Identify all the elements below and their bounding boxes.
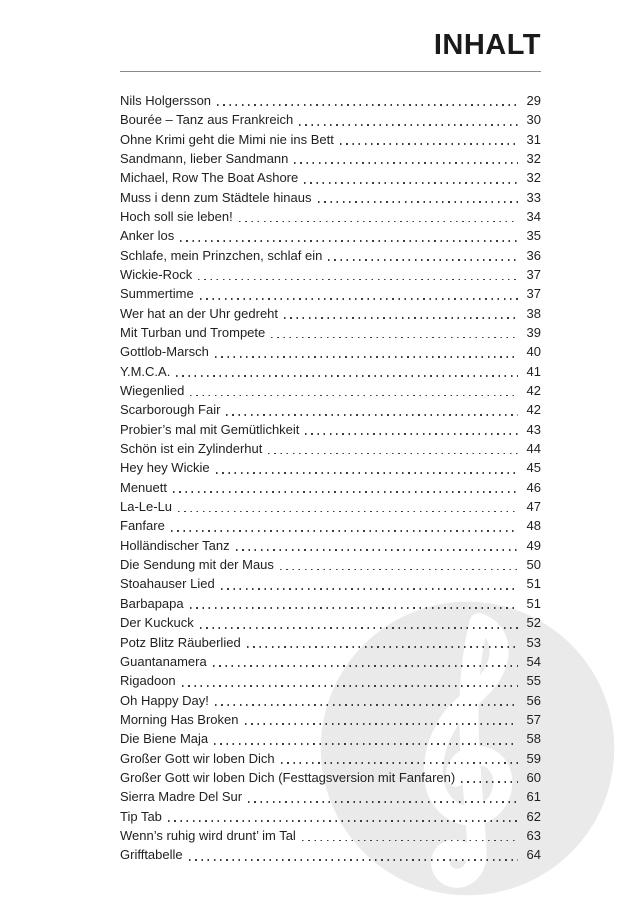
toc-entry: [120, 188, 541, 207]
toc-entry-page: 51: [526, 595, 541, 611]
toc-entry-title: Großer Gott wir loben Dich (Festtagsversion mit Fanfaren): [120, 769, 456, 785]
toc-entry-title: Hey hey Wickie: [120, 460, 210, 476]
toc-entry: [120, 168, 541, 187]
dot-leader: [226, 414, 518, 416]
toc-entry-page: 43: [526, 421, 541, 437]
dot-leader: [304, 182, 518, 184]
toc-entry-title: La-Le-Lu: [120, 499, 173, 515]
toc-entry-title: Fanfare: [120, 518, 165, 534]
dot-leader: [247, 646, 518, 648]
toc-entry: [120, 381, 541, 400]
toc-entry-page: 55: [526, 673, 541, 689]
toc-entry-title: Sierra Madre Del Sur: [120, 789, 243, 805]
dot-leader: [215, 704, 518, 706]
toc-entry-page: 62: [526, 808, 541, 824]
toc-entry-page: 33: [526, 189, 541, 205]
toc-entry-page: 51: [526, 576, 541, 592]
dot-leader: [190, 395, 518, 397]
dot-leader: [171, 530, 518, 532]
dot-leader: [268, 453, 518, 455]
toc-entry-page: 31: [526, 131, 541, 147]
toc-entry-page: 60: [526, 769, 541, 785]
toc-entry: [120, 130, 541, 149]
dot-leader: [168, 820, 518, 822]
toc-entry-title: Wer hat an der Uhr gedreht: [120, 305, 279, 321]
page-title: INHALT: [433, 29, 541, 61]
toc-entry: [120, 691, 541, 710]
header-divider: [120, 71, 541, 72]
toc-entry: [120, 439, 541, 458]
toc-entry-title: Y.M.C.A.: [120, 363, 171, 379]
dot-leader: [328, 259, 518, 261]
toc-entry-page: 30: [526, 112, 541, 128]
toc-entry: [120, 826, 541, 845]
dot-leader: [213, 665, 518, 667]
dot-leader: [271, 337, 518, 339]
dot-leader: [340, 143, 518, 145]
toc-entry: [120, 420, 541, 439]
toc-entry-page: 42: [526, 402, 541, 418]
dot-leader: [248, 801, 518, 803]
toc-entry-title: Der Kuckuck: [120, 615, 194, 631]
toc-entry-page: 64: [526, 847, 541, 863]
toc-entry-page: 49: [526, 537, 541, 553]
toc-entry-page: 50: [526, 557, 541, 573]
toc-entry: [120, 787, 541, 806]
dot-leader: [299, 124, 518, 126]
toc-entry-page: 45: [526, 460, 541, 476]
toc-entry: [120, 594, 541, 613]
toc-entry: [120, 652, 541, 671]
toc-entry: [120, 516, 541, 535]
toc-entry-page: 41: [526, 363, 541, 379]
toc-entry-title: Barbapapa: [120, 595, 184, 611]
toc-entry: [120, 555, 541, 574]
toc-entry-title: Nils Holgersson: [120, 92, 212, 108]
toc-entry-page: 39: [526, 325, 541, 341]
toc-entry-title: Sandmann, lieber Sandmann: [120, 150, 289, 166]
toc-entry-title: Michael, Row The Boat Ashore: [120, 170, 299, 186]
toc-entry: [120, 284, 541, 303]
toc-entry-title: Summertime: [120, 286, 194, 302]
dot-leader: [281, 762, 518, 764]
toc-entry-title: Muss i denn zum Städtele hinaus: [120, 189, 312, 205]
toc-entry: [120, 342, 541, 361]
toc-entry-page: 58: [526, 731, 541, 747]
dot-leader: [173, 491, 518, 493]
toc-entry-title: Wenn’s ruhig wird drunt’ im Tal: [120, 827, 296, 843]
toc-entry-title: Probier’s mal mit Gemütlichkeit: [120, 421, 300, 437]
dot-leader: [178, 511, 518, 513]
toc-entry: [120, 207, 541, 226]
toc-entry-title: Mit Turban und Trompete: [120, 325, 266, 341]
dot-leader: [302, 840, 518, 842]
dot-leader: [182, 685, 518, 687]
toc-entry: [120, 478, 541, 497]
toc-entry: [120, 497, 541, 516]
toc-entry-page: 40: [526, 344, 541, 360]
toc-entry: [120, 458, 541, 477]
dot-leader: [217, 104, 518, 106]
toc-entry-title: Wiegenlied: [120, 383, 185, 399]
dot-leader: [190, 607, 518, 609]
toc-entry-title: Schlafe, mein Prinzchen, schlaf ein: [120, 247, 323, 263]
toc-entry-page: 56: [526, 692, 541, 708]
toc-entry-title: Tip Tab: [120, 808, 162, 824]
toc-entry-title: Bourée – Tanz aus Frankreich: [120, 112, 294, 128]
toc-entry-title: Scarborough Fair: [120, 402, 221, 418]
toc-entry: [120, 613, 541, 632]
toc-entry-title: Holländischer Tanz: [120, 537, 230, 553]
toc-entry-page: 32: [526, 170, 541, 186]
toc-entry: [120, 400, 541, 419]
dot-leader: [221, 588, 518, 590]
toc-entry: [120, 768, 541, 787]
toc-entry-page: 36: [526, 247, 541, 263]
toc-entry-title: Menuett: [120, 479, 167, 495]
toc-entry-page: 44: [526, 441, 541, 457]
toc-entry: [120, 845, 541, 864]
toc-entry-page: 52: [526, 615, 541, 631]
toc-entry: [120, 226, 541, 245]
toc-entry-title: Die Biene Maja: [120, 731, 209, 747]
dot-leader: [236, 549, 518, 551]
toc-entry-title: Potz Blitz Räuberlied: [120, 634, 241, 650]
dot-leader: [200, 627, 518, 629]
dot-leader: [189, 859, 518, 861]
dot-leader: [180, 240, 518, 242]
dot-leader: [245, 723, 519, 725]
dot-leader: [198, 279, 518, 281]
toc-entry: [120, 246, 541, 265]
toc-entry: [120, 749, 541, 768]
toc-entry-title: Guantanamera: [120, 653, 207, 669]
dot-leader: [176, 375, 518, 377]
toc-entry-title: Hoch soll sie leben!: [120, 208, 233, 224]
toc-entry-page: 34: [526, 208, 541, 224]
toc-entry-page: 29: [526, 92, 541, 108]
toc-list: [120, 91, 541, 865]
toc-entry-page: 37: [526, 266, 541, 282]
dot-leader: [461, 781, 518, 783]
dot-leader: [214, 743, 518, 745]
toc-entry: [120, 574, 541, 593]
dot-leader: [215, 356, 518, 358]
dot-leader: [216, 472, 518, 474]
toc-entry-title: Morning Has Broken: [120, 711, 239, 727]
dot-leader: [318, 201, 519, 203]
toc-entry-page: 46: [526, 479, 541, 495]
toc-content: [120, 0, 541, 865]
toc-entry-page: 35: [526, 228, 541, 244]
toc-entry: [120, 149, 541, 168]
dot-leader: [239, 221, 518, 223]
toc-entry-page: 48: [526, 518, 541, 534]
toc-entry-page: 63: [526, 827, 541, 843]
toc-entry-title: Ohne Krimi geht die Mimi nie ins Bett: [120, 131, 334, 147]
toc-entry: [120, 633, 541, 652]
toc-entry: [120, 729, 541, 748]
toc-entry-title: Anker los: [120, 228, 175, 244]
toc-entry: [120, 323, 541, 342]
toc-entry-page: 59: [526, 750, 541, 766]
toc-entry: [120, 91, 541, 110]
toc-entry: [120, 536, 541, 555]
toc-entry-page: 42: [526, 383, 541, 399]
toc-entry-title: Gottlob-Marsch: [120, 344, 209, 360]
toc-entry-page: 37: [526, 286, 541, 302]
toc-entry-title: Stoahauser Lied: [120, 576, 215, 592]
toc-entry: [120, 671, 541, 690]
toc-entry-page: 53: [526, 634, 541, 650]
dot-leader: [294, 162, 518, 164]
toc-entry-page: 61: [526, 789, 541, 805]
toc-entry-page: 38: [526, 305, 541, 321]
toc-entry-page: 47: [526, 499, 541, 515]
toc-entry-title: Großer Gott wir loben Dich: [120, 750, 275, 766]
toc-entry-title: Schön ist ein Zylinderhut: [120, 441, 263, 457]
toc-entry-title: Rigadoon: [120, 673, 176, 689]
toc-entry: [120, 710, 541, 729]
toc-entry-page: 54: [526, 653, 541, 669]
dot-leader: [305, 433, 518, 435]
toc-entry-page: 32: [526, 150, 541, 166]
toc-entry-title: Oh Happy Day!: [120, 692, 209, 708]
toc-entry-title: Die Sendung mit der Maus: [120, 557, 274, 573]
dot-leader: [280, 569, 518, 571]
toc-entry: [120, 807, 541, 826]
toc-entry: [120, 265, 541, 284]
toc-entry-title: Wickie-Rock: [120, 266, 193, 282]
dot-leader: [284, 317, 518, 319]
toc-entry: [120, 362, 541, 381]
toc-entry-title: Grifftabelle: [120, 847, 183, 863]
toc-entry-page: 57: [526, 711, 541, 727]
toc-entry: [120, 110, 541, 129]
toc-entry: [120, 304, 541, 323]
dot-leader: [200, 298, 518, 300]
